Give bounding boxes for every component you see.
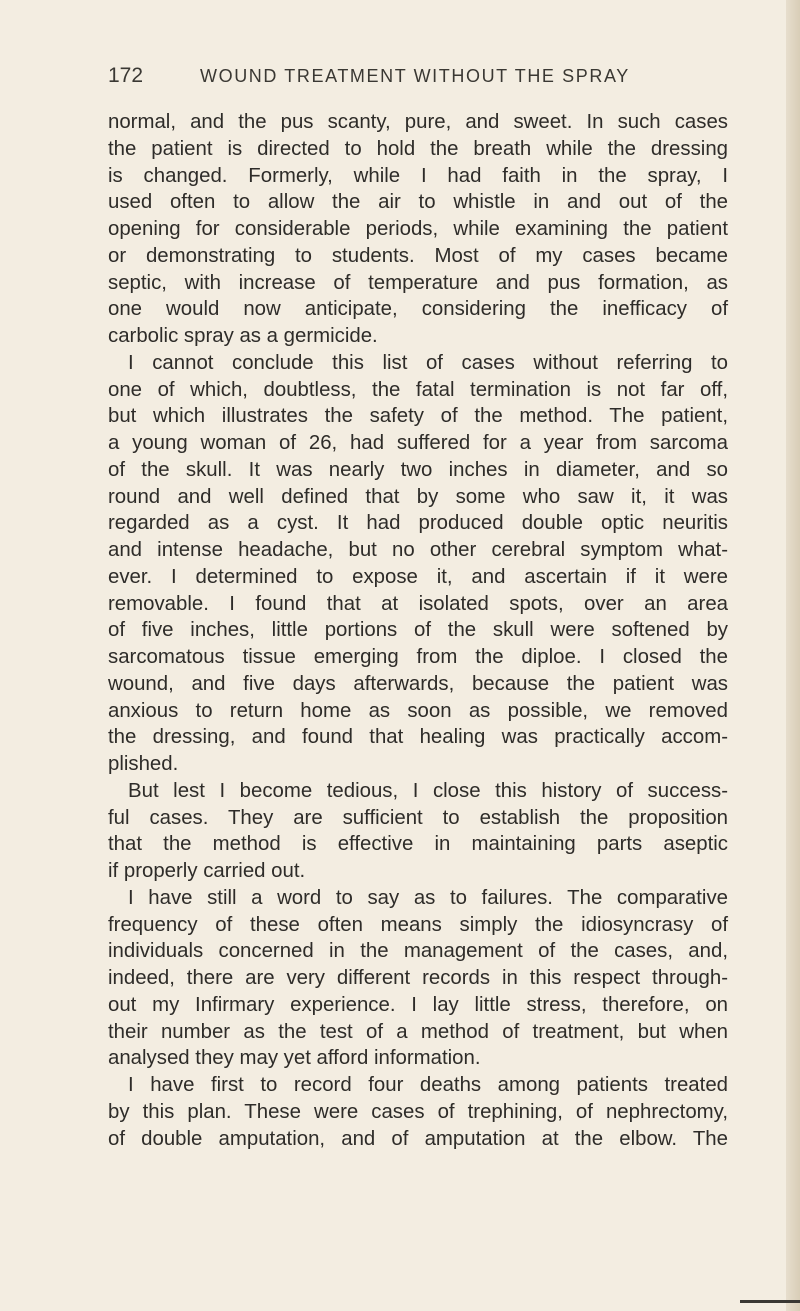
text-line: of double amputation, and of amputation at the elbow. The xyxy=(108,1127,728,1150)
text-line: that the method is effective in maintaining parts aseptic xyxy=(108,833,728,856)
text-line: carbolic spray as a germicide. xyxy=(108,325,378,347)
text-line: the patient is directed to hold the breath while the dressing xyxy=(108,137,728,160)
text-line: their number as the test of a method of treatment, but when xyxy=(108,1020,728,1043)
text-line: out my Infirmary experience. I lay little stress, therefore, on xyxy=(108,993,728,1016)
paragraph-start-line: I have still a word to say as to failures. The comparative xyxy=(128,886,728,909)
text-line: or demonstrating to students. Most of my cases became xyxy=(108,244,728,267)
text-line: removable. I found that at isolated spots, over an area xyxy=(108,592,728,615)
text-line: and intense headache, but no other cerebral symptom what- xyxy=(108,539,728,561)
text-line: by this plan. These were cases of trephining, of nephrectomy, xyxy=(108,1100,728,1123)
text-line: individuals concerned in the management of the cases, and, xyxy=(108,940,728,963)
text-line: frequency of these often means simply the idiosyncrasy of xyxy=(108,913,728,936)
text-line: one of which, doubtless, the fatal termination is not far off, xyxy=(108,378,728,401)
paragraph-start-line: I cannot conclude this list of cases without referring to xyxy=(128,351,728,374)
text-line: is changed. Formerly, while I had faith in the spray, I xyxy=(108,164,728,187)
running-title: WOUND TREATMENT WITHOUT THE SPRAY xyxy=(200,66,630,86)
text-line: plished. xyxy=(108,753,179,775)
text-line: sarcomatous tissue emerging from the diploe. I closed the xyxy=(108,646,728,668)
text-line: analysed they may yet afford information. xyxy=(108,1047,481,1070)
text-line: of five inches, little portions of the skull were softened by xyxy=(108,619,728,642)
running-header xyxy=(108,64,748,94)
body-text xyxy=(108,109,728,1152)
paragraph-start-line: I have first to record four deaths among patients treated xyxy=(128,1074,728,1096)
text-line: if properly carried out. xyxy=(108,860,306,882)
text-line: indeed, there are very different records in this respect through- xyxy=(108,967,728,989)
paragraph-start-line: But lest I become tedious, I close this history of success- xyxy=(128,779,728,802)
text-line: one would now anticipate, considering the inefficacy of xyxy=(108,298,728,321)
text-line: normal, and the pus scanty, pure, and sweet. In such cases xyxy=(108,111,728,133)
page-edge xyxy=(786,0,800,1311)
text-line: opening for considerable periods, while examining the patient xyxy=(108,218,728,240)
text-line: septic, with increase of temperature and pus formation, as xyxy=(108,271,728,294)
text-line: wound, and five days afterwards, because the patient was xyxy=(108,672,728,695)
text-line: used often to allow the air to whistle in and out of the xyxy=(108,191,728,214)
text-line: ever. I determined to expose it, and ascertain if it were xyxy=(108,565,728,588)
page-bottom-rule xyxy=(740,1300,800,1303)
text-line: the dressing, and found that healing was practically accom- xyxy=(108,726,728,749)
text-line: regarded as a cyst. It had produced double optic neuritis xyxy=(108,512,728,535)
text-line: but which illustrates the safety of the method. The patient, xyxy=(108,405,728,428)
text-line: ful cases. They are sufficient to establish the proposition xyxy=(108,806,728,829)
text-line: anxious to return home as soon as possible, we removed xyxy=(108,699,728,722)
page-number: 172 xyxy=(108,64,144,87)
text-line: of the skull. It was nearly two inches in diameter, and so xyxy=(108,458,728,481)
text-line: round and well defined that by some who saw it, it was xyxy=(108,485,728,508)
text-line: a young woman of 26, had suffered for a year from sarcoma xyxy=(108,432,728,454)
